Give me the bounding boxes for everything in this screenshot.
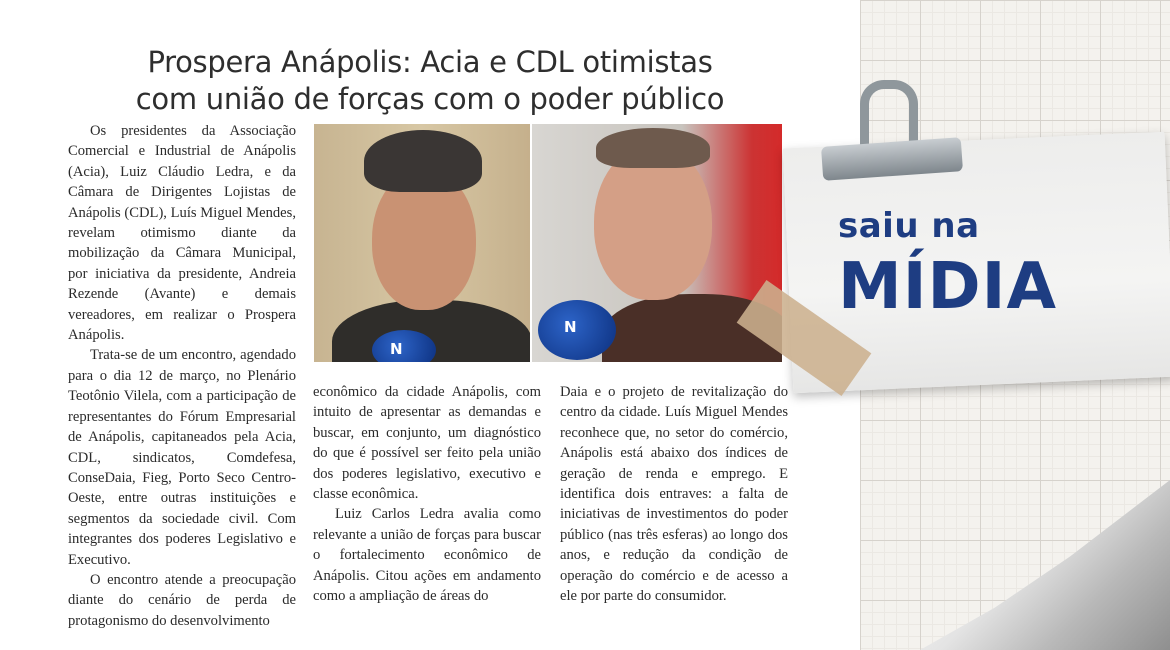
badge-line-2: MÍDIA: [838, 250, 1057, 324]
photo-luiz-ledra: [314, 124, 530, 362]
paragraph: Trata-se de um encontro, agendado para o dia 12 de março, no Plenário Teotônio Vilela, com a participação de representantes do Fórum Empresarial de Anápolis, capitaneados pela Acia, CDL, sindicatos, Comdefesa, ConseDaia, Fieg, Porto Seco Centro-Oeste, entre outras instituições e segmentos da sociedade civil. Com integrantes dos poderes Legislativo e Executivo.: [68, 347, 296, 568]
paragraph: Daia e o projeto de revitalização do centro da cidade. Luís Miguel Mendes reconhece que, no setor do comércio, Anápolis está abaixo dos índices de geração de renda e emprego. E identifica dois entraves: a falta de iniciativas de investimentos do poder público (nas três esferas) ao longo dos anos, e redução da condição de operação do comércio e de acesso a ele por parte do consumidor.: [560, 384, 788, 605]
article-column-3: [560, 382, 788, 606]
paragraph: Os presidentes da Associação Comercial e Industrial de Anápolis (Acia), Luiz Cláudio Ledra, e da Câmara de Dirigentes Lojistas de Anápolis (CDL), Luís Miguel Mendes, revelam otimismo diante da mobilização da Câmara Municipal, por iniciativa da presidente, Andreia Rezende (Avante) e demais vereadores, em realizar o Prospera Anápolis.: [68, 123, 296, 344]
paragraph: Luiz Carlos Ledra avalia como relevante a união de forças para buscar o fortalecimento econômico de Anápolis. Citou ações em andamento como a ampliação de áreas do: [313, 506, 541, 605]
microphone-icon: N: [372, 330, 436, 362]
badge-line-1: saiu na: [838, 206, 980, 246]
microphone-icon: N: [538, 300, 616, 360]
article-headline: [110, 44, 750, 118]
article-column-1: [68, 121, 296, 631]
binder-clip-icon: [822, 80, 962, 200]
headline-line-2: com união de forças com o poder público: [135, 82, 725, 116]
paragraph: O encontro atende a preocupação diante do cenário de perda de protagonismo do desenvolvimento: [68, 571, 296, 629]
paragraph: econômico da cidade Anápolis, com intuito de apresentar as demandas e buscar, em conjunto, um diagnóstico do que é possível ser feito pela união dos poderes legislativo, executivo e classe econômica.: [313, 384, 541, 503]
headline-line-1: Prospera Anápolis: Acia e CDL otimistas: [147, 45, 713, 79]
article-column-2: [313, 382, 541, 606]
